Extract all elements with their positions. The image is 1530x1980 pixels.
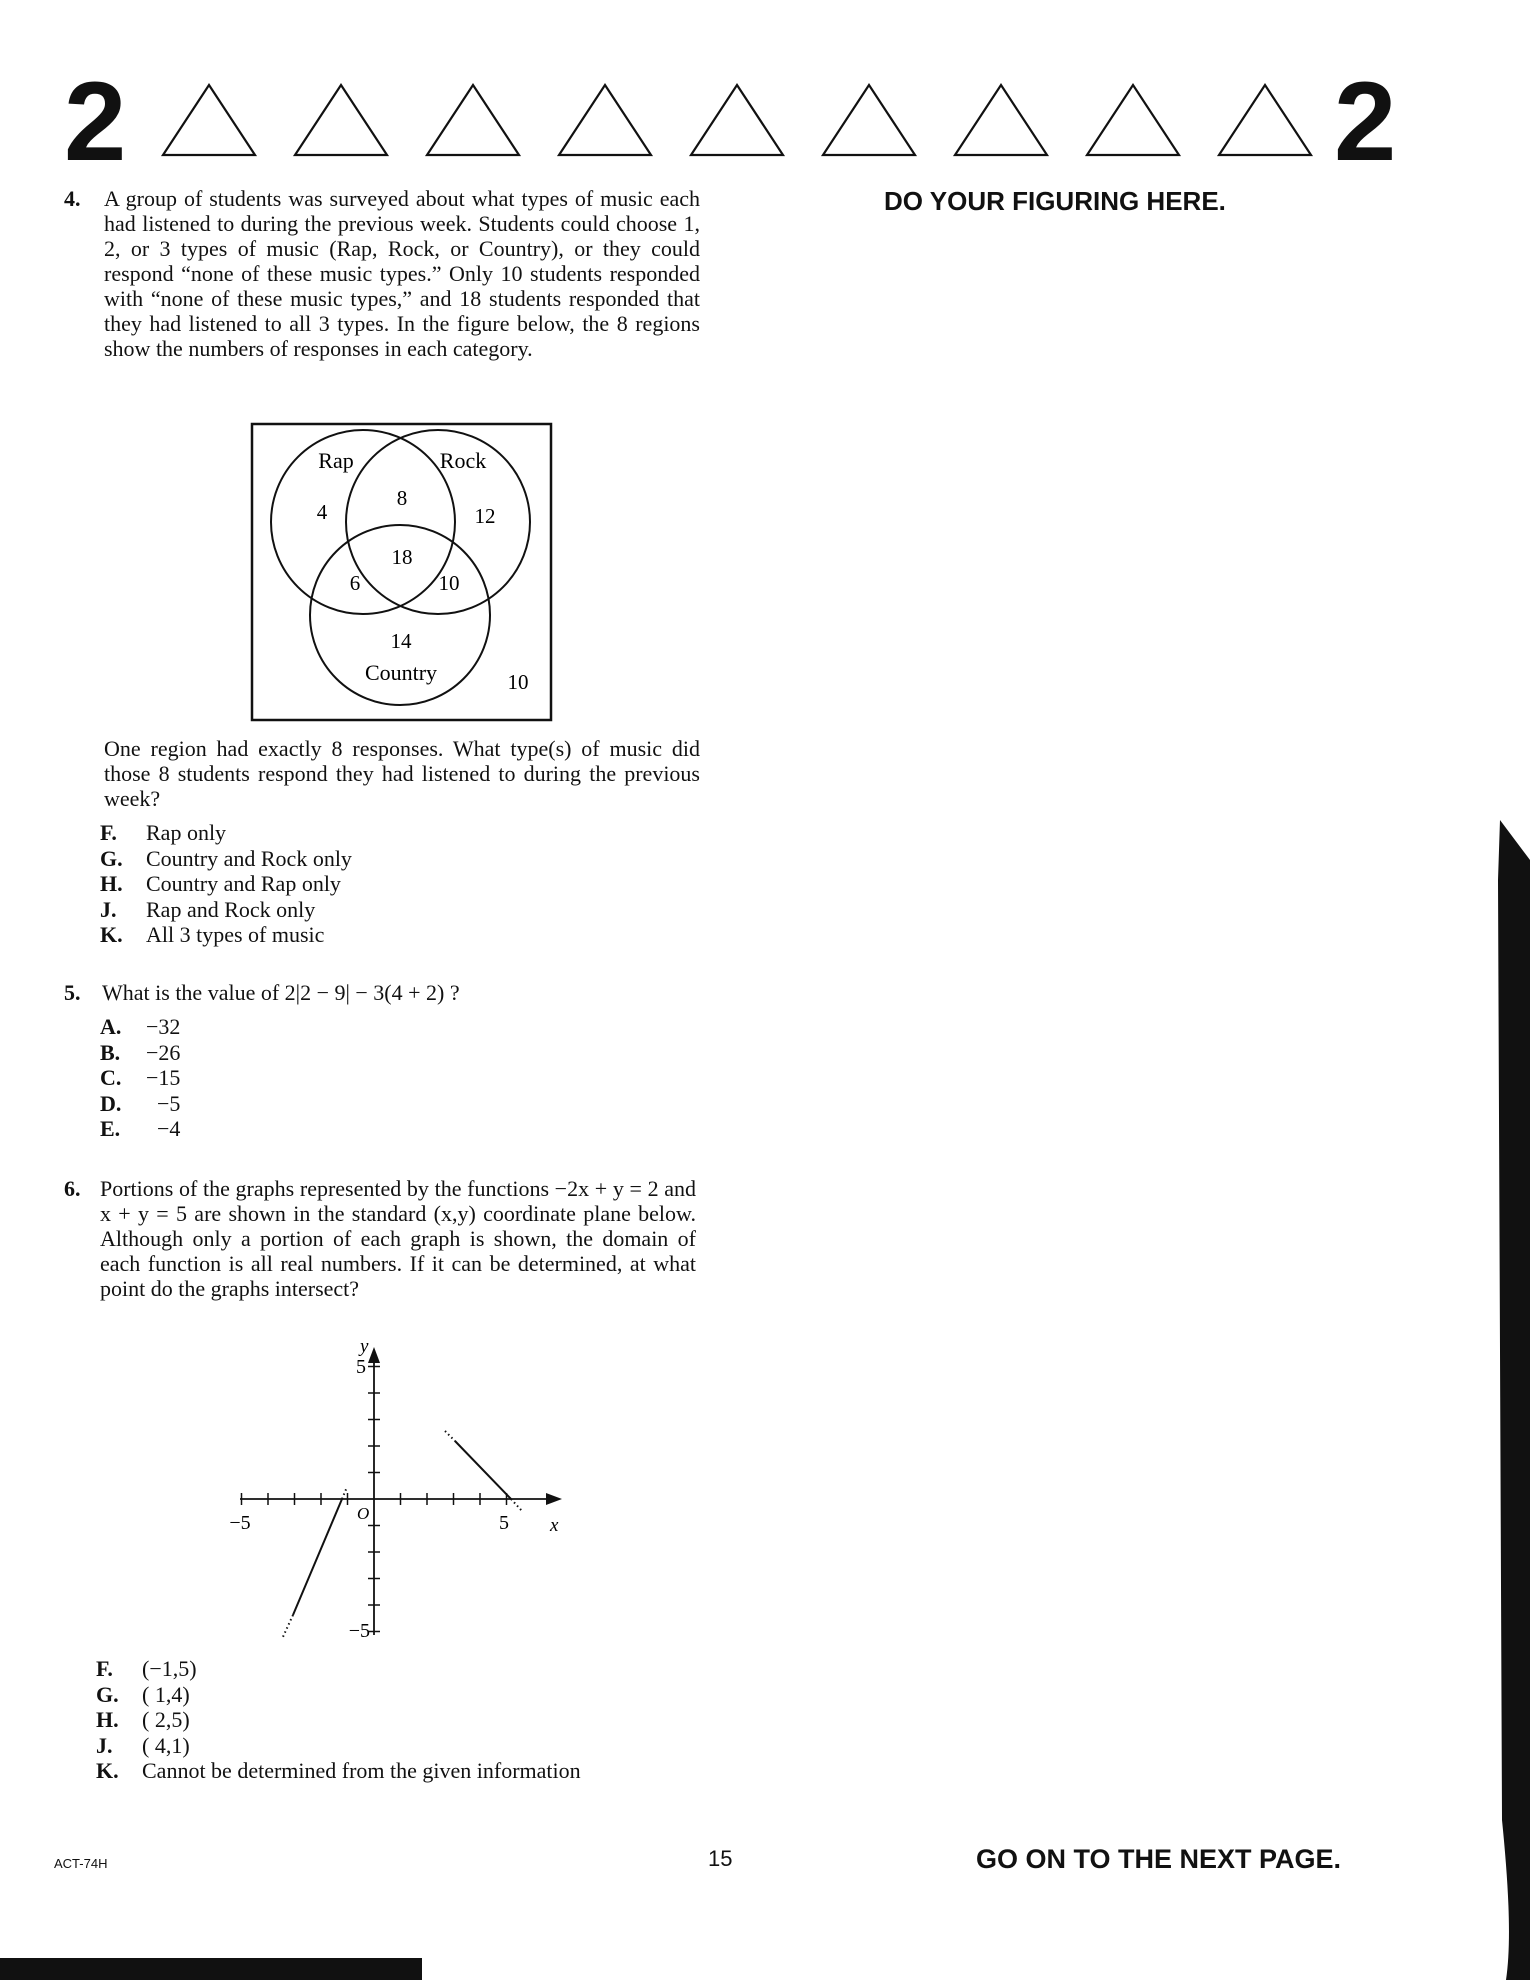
y-bottom-tick-label: −5 — [348, 1620, 370, 1642]
choice-text: −5 — [146, 1090, 181, 1116]
choice-letter: H. — [100, 871, 123, 896]
answer-choice[interactable] — [100, 922, 352, 948]
question-number: 4. — [64, 186, 81, 211]
choice-text: ( 4,1) — [142, 1732, 190, 1758]
triangle-outline-icon — [160, 82, 258, 158]
answer-choices — [100, 1014, 180, 1142]
coordinate-plane — [220, 1335, 580, 1655]
answer-choice[interactable] — [100, 1116, 180, 1142]
line-graph-2x-plus-2-solid — [293, 1499, 342, 1615]
rock-country-count: 10 — [438, 571, 460, 595]
choice-letter: J. — [100, 896, 117, 922]
next-page-label: GO ON TO THE NEXT PAGE. — [976, 1844, 1342, 1874]
y-axis-arrow-icon — [368, 1347, 380, 1363]
venn-diagram — [250, 422, 555, 723]
answer-choice[interactable] — [100, 846, 352, 872]
test-code: ACT-74H — [54, 1856, 108, 1871]
x-right-tick-label: 5 — [499, 1512, 509, 1534]
answer-choice[interactable] — [100, 1014, 180, 1040]
answer-choice[interactable] — [100, 1040, 180, 1066]
answer-choice[interactable] — [100, 897, 352, 923]
choice-text: −32 — [146, 1014, 181, 1039]
country-label: Country — [364, 660, 438, 685]
question-number: 5. — [64, 980, 81, 1005]
answer-choice[interactable] — [96, 1707, 581, 1733]
answer-choice[interactable] — [96, 1682, 581, 1708]
choice-letter: K. — [96, 1758, 119, 1783]
question-text: Portions of the graphs represented by the functions −2x + y = 2 and x + y = 5 are shown in the standard (x,y) coordinate plane below. Although only a portion of each graph is shown, the domain of each function is all real numbers. If it can be determined, at what point do the graphs intersect? — [100, 1176, 696, 1301]
choice-text: −4 — [146, 1116, 181, 1141]
question-text: What is the value of 2|2 − 9| − 3(4 + 2) ? — [102, 980, 460, 1005]
y-axis-label: y — [360, 1336, 369, 1357]
choice-letter: K. — [100, 922, 123, 947]
choice-letter: G. — [96, 1681, 119, 1707]
choice-text: All 3 types of music — [146, 922, 325, 947]
choice-letter: D. — [100, 1090, 122, 1116]
triangle-outline-icon — [1084, 82, 1182, 158]
choice-text: (−1,5) — [142, 1656, 197, 1681]
triangle-outline-icon — [1216, 82, 1314, 158]
rock-only-count: 12 — [474, 504, 496, 528]
choice-letter: F. — [96, 1656, 113, 1681]
choice-letter: G. — [100, 845, 123, 871]
y-top-tick-label: 5 — [356, 1356, 366, 1378]
choice-letter: C. — [100, 1065, 122, 1090]
triangle-outline-icon — [424, 82, 522, 158]
answer-choice[interactable] — [100, 820, 352, 846]
section-number-right: 2 — [1334, 59, 1397, 184]
answer-choice[interactable] — [100, 1065, 180, 1091]
choice-letter: A. — [100, 1014, 122, 1039]
line-graph-2x-plus-2-dotted — [342, 1487, 347, 1499]
choice-text: ( 1,4) — [142, 1681, 190, 1707]
rap-rock-count: 8 — [396, 486, 408, 510]
triangle-outline-icon — [688, 82, 786, 158]
answer-choice[interactable] — [96, 1733, 581, 1759]
answer-choices — [96, 1656, 581, 1784]
rap-only-count: 4 — [316, 500, 328, 524]
x-axis-label: x — [550, 1515, 559, 1536]
line-graph-minus-x-plus-5-solid — [455, 1441, 511, 1499]
choice-letter: F. — [100, 820, 117, 845]
answer-choice[interactable] — [100, 871, 352, 897]
x-left-tick-label: −5 — [229, 1512, 251, 1534]
answer-choices — [100, 820, 352, 948]
rap-label: Rap — [318, 448, 354, 473]
choice-text: ( 2,5) — [142, 1707, 190, 1732]
page-number: 15 — [708, 1846, 733, 1871]
question-text: A group of students was surveyed about what types of music each had listened to during the previous week. Students could choose 1, 2, or 3 types of music (Rap, Rock, or Country), or they could respond “none of these music types.” Only 10 students responded with “none of these music types,” and 18 students responded that they had listened to all 3 types. In the figure below, the 8 regions show the numbers of responses in each category. — [104, 186, 700, 361]
line-graph-minus-x-plus-5-dotted — [445, 1431, 455, 1441]
line-graph-2x-plus-2-dotted — [282, 1615, 293, 1639]
choice-text: Country and Rock only — [146, 845, 352, 871]
choice-letter: E. — [100, 1116, 121, 1141]
choice-text: −15 — [146, 1065, 181, 1090]
answer-choice[interactable] — [100, 1091, 180, 1117]
choice-letter: B. — [100, 1039, 121, 1065]
choice-text: Country and Rap only — [146, 871, 341, 896]
choice-letter: J. — [96, 1732, 113, 1758]
scan-edge-bar — [0, 1958, 422, 1980]
answer-choice[interactable] — [96, 1656, 581, 1682]
question-prompt: One region had exactly 8 responses. What type(s) of music did those 8 students respond they had listened to during the previous week? — [104, 736, 700, 811]
choice-text: Rap and Rock only — [146, 896, 316, 922]
choice-text: −26 — [146, 1039, 181, 1065]
scan-edge-shadow — [1478, 820, 1530, 1980]
question-number: 6. — [64, 1176, 81, 1201]
triangle-outline-icon — [952, 82, 1050, 158]
choice-text: Rap only — [146, 820, 227, 845]
origin-label: O — [357, 1504, 370, 1523]
all-three-count: 18 — [391, 545, 413, 569]
triangle-outline-icon — [556, 82, 654, 158]
triangle-outline-icon — [820, 82, 918, 158]
answer-choice[interactable] — [96, 1758, 581, 1784]
line-graph-minus-x-plus-5-dotted — [511, 1499, 522, 1511]
choice-letter: H. — [96, 1707, 119, 1732]
figuring-label: DO YOUR FIGURING HERE. — [884, 186, 1226, 216]
choice-text: Cannot be determined from the given information — [142, 1758, 581, 1783]
none-count: 10 — [507, 670, 529, 694]
triangle-outline-icon — [292, 82, 390, 158]
rap-country-count: 6 — [349, 571, 361, 595]
section-number-left: 2 — [64, 59, 127, 184]
rock-label: Rock — [439, 448, 487, 473]
country-only-count: 14 — [390, 629, 412, 653]
rap-circle — [271, 430, 455, 614]
x-axis-arrow-icon — [546, 1493, 562, 1505]
